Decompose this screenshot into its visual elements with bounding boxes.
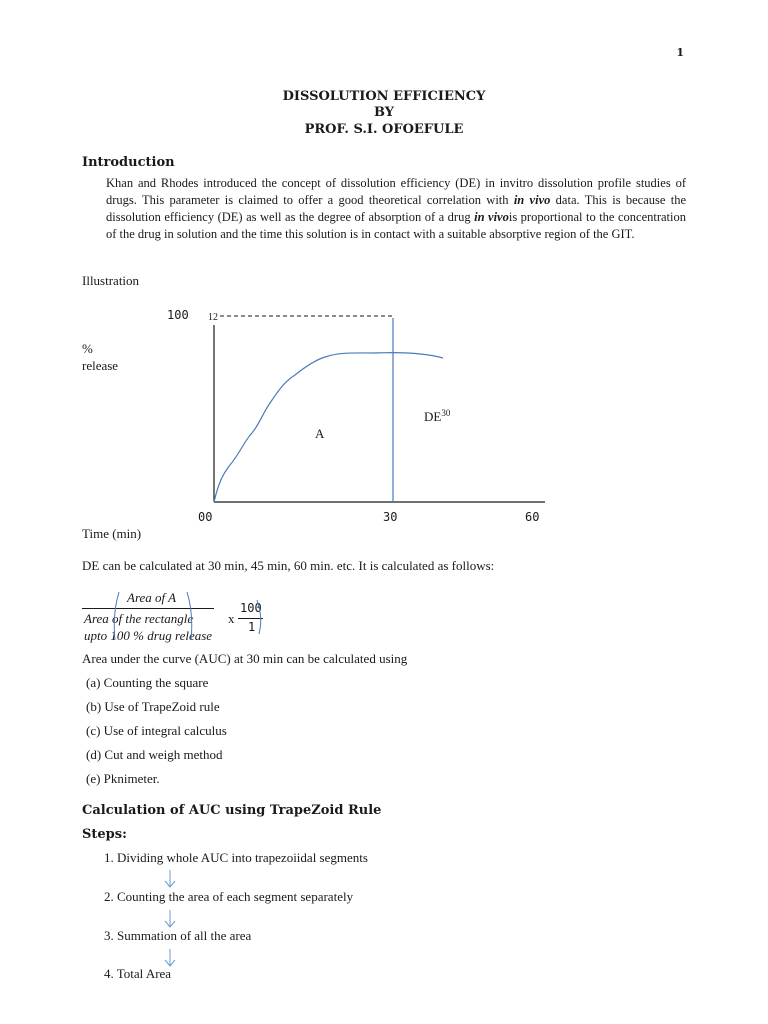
- formula-mult-denominator: 1: [248, 620, 256, 634]
- formula-times: x: [228, 611, 235, 626]
- y-value-100: 100: [167, 308, 189, 322]
- left-bracket-stroke: [114, 592, 119, 640]
- steps-heading: Steps:: [82, 827, 127, 842]
- illustration-label: Illustration: [82, 273, 140, 288]
- release-curve: [214, 353, 443, 502]
- region-a-label: A: [315, 426, 325, 441]
- de-label: DE$^{30}$: [424, 408, 451, 424]
- title-line-2: BY: [373, 105, 395, 120]
- mult-bracket-stroke: [257, 600, 261, 634]
- title-line-3: PROF. S.I. OFOEFULE: [304, 122, 464, 137]
- list-item: (c) Use of integral calculus: [86, 723, 227, 738]
- x-tick-30: 30: [383, 510, 398, 524]
- list-item: (a) Counting the square: [86, 675, 209, 690]
- auc-intro: Area under the curve (AUC) at 30 min can be calculated using: [82, 651, 408, 666]
- introduction-heading: Introduction: [82, 155, 175, 170]
- step-arrows: [160, 866, 180, 976]
- x-tick-00: 00: [198, 510, 213, 524]
- list-item: (e) Pknimeter.: [86, 771, 160, 786]
- formula-mult-numerator: 100: [240, 601, 262, 615]
- dissolution-graph: [200, 305, 560, 515]
- de-statement: DE can be calculated at 30 min, 45 min, 60 min. etc. It is calculated as follows:: [82, 558, 495, 573]
- step-item: 4. Total Area: [104, 966, 172, 981]
- introduction-paragraph: Khan and Rhodes introduced the concept of dissolution efficiency (DE) in invitro dissolution profile studies of drugs. This parameter is claimed to offer a good theoretical correlation with in vivo data. This is because the dissolution efficiency (DE) as well as the degree of absorption of a drug in vivois proportional to the concentration of the drug in solution and the time this solution is in contact with a suitable absorptive region of the GIT.: [106, 176, 686, 241]
- formula-denominator-line-2: upto 100 % drug release: [84, 628, 213, 643]
- formula-denominator-line-1: Area of the rectangle: [84, 611, 194, 626]
- right-bracket-stroke: [187, 592, 192, 640]
- list-item: (b) Use of TrapeZoid rule: [86, 699, 220, 714]
- in-vivo-emphasis: in vivo: [513, 193, 551, 207]
- step-item: 1. Dividing whole AUC into trapezoiidal segments: [104, 850, 368, 865]
- y-axis-label-percent: %: [82, 341, 93, 356]
- formula-numerator: Area of A: [127, 590, 177, 605]
- trapezoid-heading: Calculation of AUC using TrapeZoid Rule: [82, 803, 382, 818]
- y-small-label: 12: [208, 312, 218, 323]
- formula-bracket-strokes: [105, 590, 275, 650]
- x-axis-label: Time (min): [82, 526, 142, 541]
- step-item: 2. Counting the area of each segment separately: [104, 889, 354, 904]
- title-line-1: DISSOLUTION EFFICIENCY: [282, 89, 486, 104]
- page-number: 1: [676, 46, 684, 59]
- y-axis-label-release: release: [82, 358, 119, 373]
- x-tick-60: 60: [525, 510, 540, 524]
- step-item: 3. Summation of all the area: [104, 928, 252, 943]
- in-vivo-emphasis: in vivo: [474, 210, 509, 224]
- list-item: (d) Cut and weigh method: [86, 747, 223, 762]
